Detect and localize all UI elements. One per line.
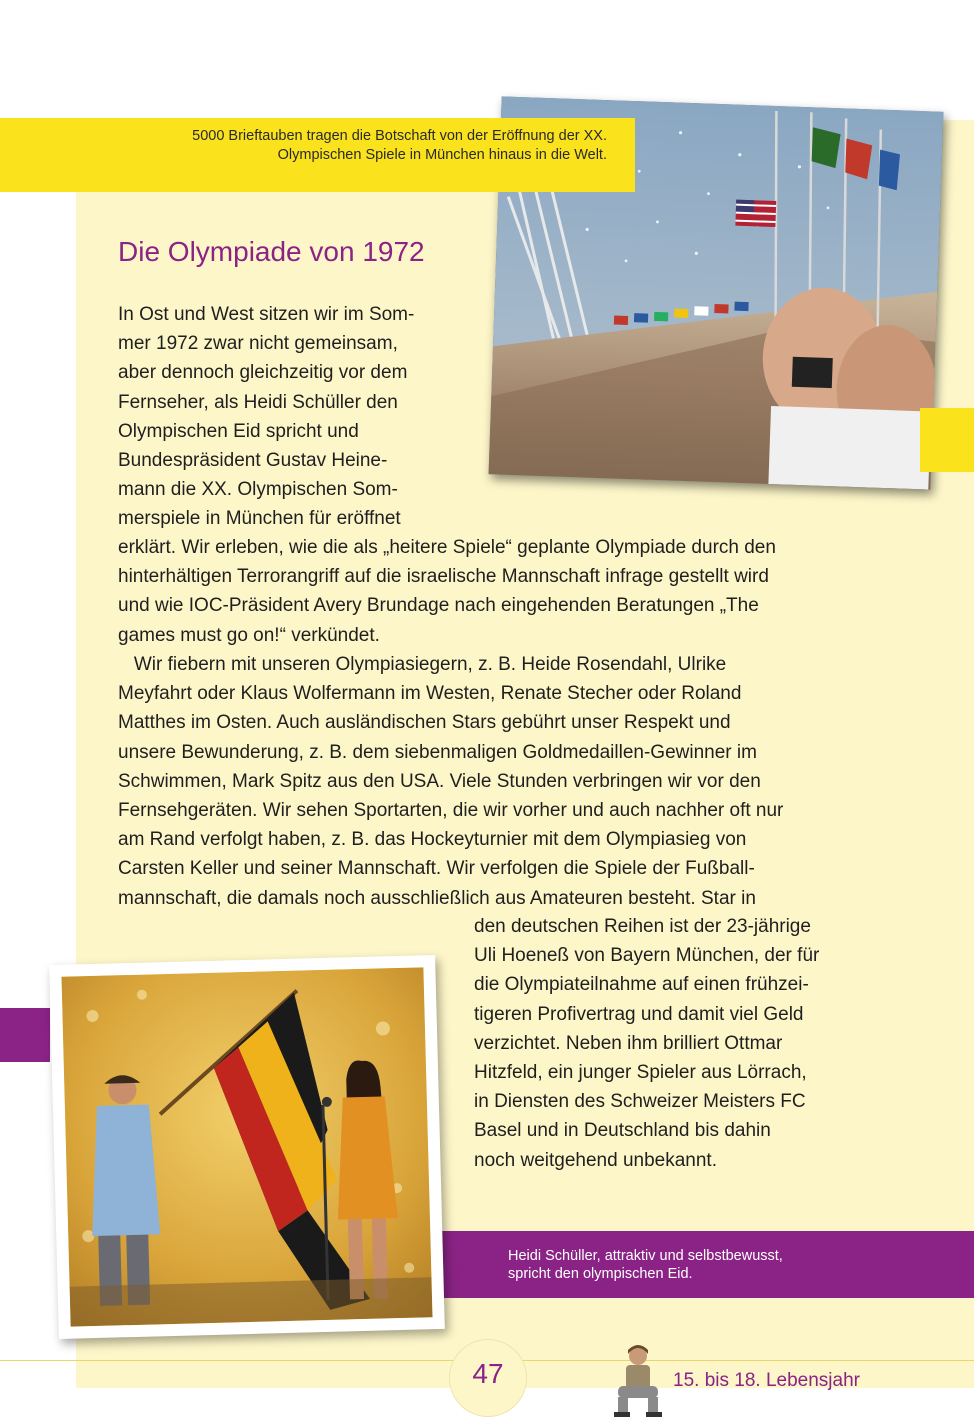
yellow-edge-tab (920, 408, 974, 472)
text-line: hinterhältigen Terrorangriff auf die israelische Mannschaft infrage gestellt wird (118, 566, 769, 588)
text-line: Carsten Keller und seiner Mannschaft. Wir verfolgen die Spiele der Fußball- (118, 858, 755, 880)
top-caption-line: Olympischen Spiele in München hinaus in die Welt. (277, 147, 607, 163)
text-line: mer 1972 zwar nicht gemeinsam, (118, 333, 398, 355)
bottom-caption-bar (436, 1231, 974, 1298)
age-range-label: 15. bis 18. Lebensjahr (673, 1370, 860, 1391)
paragraph-2-narrow (474, 912, 864, 1175)
text-line: Schwimmen, Mark Spitz aus den USA. Viele Stunden verbringen wir vor den (118, 770, 761, 792)
paragraph-1-wide (118, 533, 858, 650)
text-line: tigeren Profivertrag und damit viel Geld (474, 1003, 804, 1025)
text-line: Olympischen Eid spricht und (118, 420, 359, 442)
text-line: merspiele in München für eröffnet (118, 508, 401, 530)
oath-photo (61, 967, 432, 1326)
page-title: Die Olympiade von 1972 (118, 236, 425, 267)
bottom-caption-line: Heidi Schüller, attraktiv und selbstbewusst, (508, 1248, 783, 1264)
text-line: am Rand verfolgt haben, z. B. das Hockeyturnier mit dem Olympiasieg von (118, 829, 747, 851)
text-line: in Diensten des Schweizer Meisters FC (474, 1091, 806, 1113)
text-line: Hitzfeld, ein junger Spieler aus Lörrach, (474, 1062, 807, 1084)
sitting-person-icon (608, 1342, 668, 1417)
text-line: Fernseher, als Heidi Schüller den (118, 391, 398, 413)
text-line: games must go on!“ verkündet. (118, 624, 380, 646)
text-line: die Olympiateilnahme auf einen frühzei- (474, 974, 809, 996)
oath-photo-frame (49, 955, 445, 1339)
top-caption-bar (0, 118, 635, 192)
text-line: Fernsehgeräten. Wir sehen Sportarten, die wir vorher und auch nachher oft nur (118, 800, 784, 822)
page-number: 47 (472, 1358, 504, 1389)
oath-photo-illustration (61, 967, 432, 1326)
text-line: den deutschen Reihen ist der 23-jährige (474, 916, 811, 937)
top-caption-text (47, 127, 607, 165)
text-line: In Ost und West sitzen wir im Som- (118, 304, 415, 325)
text-line: noch weitgehend unbekannt. (474, 1149, 717, 1171)
top-caption-line: 5000 Brieftauben tragen die Botschaft von der Eröffnung der XX. (192, 128, 607, 144)
text-line: unsere Bewunderung, z. B. dem siebenmaligen Goldmedaillen-Gewinner im (118, 741, 757, 763)
text-line: mannschaft, die damals noch ausschließlich aus Amateuren besteht. Star in (118, 887, 756, 909)
paragraph-1-narrow (118, 300, 458, 534)
page-number-badge (449, 1339, 527, 1417)
text-line: Meyfahrt oder Klaus Wolfermann im Westen, Renate Stecher oder Roland (118, 683, 742, 705)
purple-edge-tab (0, 1008, 50, 1062)
text-line: aber dennoch gleichzeitig vor dem (118, 362, 408, 384)
bottom-caption-line: spricht den olympischen Eid. (508, 1266, 693, 1282)
text-line: und wie IOC-Präsident Avery Brundage nach eingehenden Beratungen „The (118, 595, 759, 617)
text-line: erklärt. Wir erleben, wie die als „heitere Spiele“ geplante Olympiade durch den (118, 537, 776, 558)
paragraph-2-wide (118, 650, 858, 913)
text-line: Matthes im Osten. Auch ausländischen Stars gebührt unser Respekt und (118, 712, 731, 734)
text-line: Wir fiebern mit unseren Olympiasiegern, z. B. Heide Rosendahl, Ulrike (118, 654, 727, 675)
text-line: Basel und in Deutschland bis dahin (474, 1120, 771, 1142)
text-line: Uli Hoeneß von Bayern München, der für (474, 945, 820, 967)
text-line: Bundespräsident Gustav Heine- (118, 450, 388, 472)
text-line: mann die XX. Olympischen Som- (118, 479, 398, 501)
bottom-caption-text (508, 1247, 948, 1283)
text-line: verzichtet. Neben ihm brilliert Ottmar (474, 1032, 783, 1054)
